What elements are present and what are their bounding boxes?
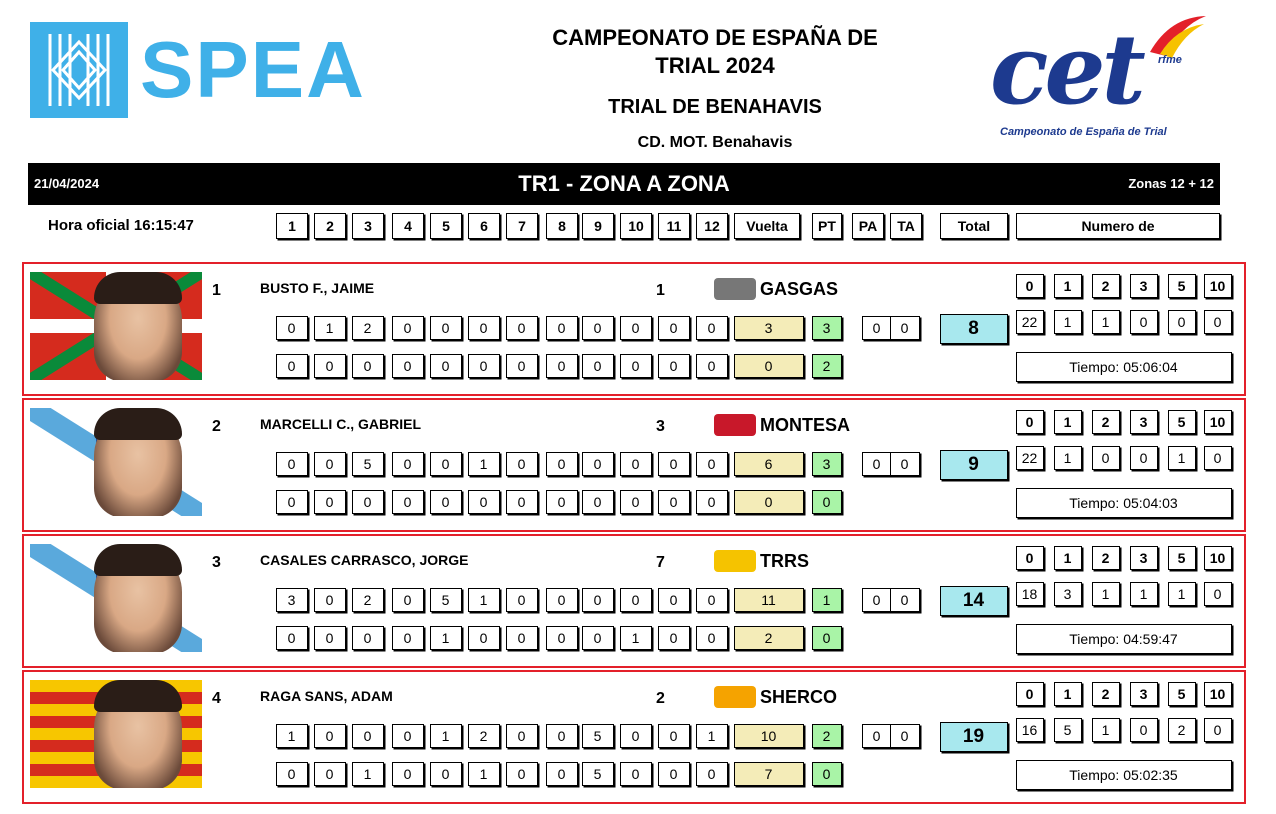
lap1-zone-score: 1 (430, 724, 462, 748)
lap2-zone-score: 0 (658, 626, 690, 650)
count-header: 2 (1092, 682, 1120, 706)
lap2-zone-score: 0 (352, 490, 384, 514)
cet-logo (990, 12, 1220, 142)
count-value: 1 (1168, 582, 1196, 606)
count-value: 2 (1168, 718, 1196, 742)
count-value: 0 (1204, 446, 1232, 470)
lap1-zone-score: 0 (658, 588, 690, 612)
lap1-zone-score: 0 (546, 588, 578, 612)
event-name: TRIAL DE BENAHAVIS (608, 96, 822, 118)
brand-logo-icon (714, 278, 756, 300)
lap1-zone-score: 0 (506, 452, 538, 476)
lap2-vuelta: 2 (734, 626, 804, 650)
lap1-zone-score: 5 (582, 724, 614, 748)
lap2-zone-score: 0 (582, 354, 614, 378)
total-score: 19 (940, 722, 1008, 752)
count-header: 10 (1204, 274, 1232, 298)
zone-header: 12 (696, 213, 728, 239)
lap1-zone-score: 1 (696, 724, 728, 748)
lap1-vuelta: 10 (734, 724, 804, 748)
rider-name: CASALES CARRASCO, JORGE (260, 552, 469, 568)
count-value: 0 (1130, 446, 1158, 470)
count-header: 1 (1054, 546, 1082, 570)
count-value: 3 (1054, 582, 1082, 606)
lap1-zone-score: 0 (276, 452, 308, 476)
lap2-zone-score: 0 (582, 626, 614, 650)
lap2-zone-score: 0 (696, 354, 728, 378)
lap2-pt: 2 (812, 354, 842, 378)
cet-wordmark: cet (990, 13, 1142, 126)
lap1-pt: 2 (812, 724, 842, 748)
lap2-zone-score: 0 (392, 354, 424, 378)
count-value: 5 (1054, 718, 1082, 742)
lap2-zone-score: 0 (620, 762, 652, 786)
lap2-zone-score: 0 (620, 490, 652, 514)
lap2-zone-score: 0 (546, 762, 578, 786)
lap1-zone-score: 0 (506, 724, 538, 748)
total-header: Total (940, 213, 1008, 239)
lap2-zone-score: 1 (430, 626, 462, 650)
category-title: TR1 - ZONA A ZONA (518, 171, 730, 196)
zone-header: 10 (620, 213, 652, 239)
lap2-zone-score: 0 (546, 626, 578, 650)
lap1-zone-score: 0 (352, 724, 384, 748)
lap2-zone-score: 0 (352, 626, 384, 650)
rider-rank: 4 (212, 690, 221, 707)
title-bar (28, 163, 1220, 205)
count-value: 1 (1130, 582, 1158, 606)
brand-name: SHERCO (760, 686, 838, 707)
lap1-vuelta: 6 (734, 452, 804, 476)
lap2-zone-score: 0 (506, 762, 538, 786)
count-value: 16 (1016, 718, 1044, 742)
lap1-zone-score: 0 (620, 452, 652, 476)
rider-photo (30, 272, 202, 380)
count-header: 2 (1092, 410, 1120, 434)
lap2-zone-score: 1 (352, 762, 384, 786)
count-value: 1 (1092, 718, 1120, 742)
zone-header: 2 (314, 213, 346, 239)
ta-header: TA (890, 213, 922, 239)
lap1-zone-score: 0 (582, 588, 614, 612)
zone-header: 5 (430, 213, 462, 239)
lap1-pt: 1 (812, 588, 842, 612)
count-value: 0 (1092, 446, 1120, 470)
count-header: 2 (1092, 274, 1120, 298)
count-value: 22 (1016, 310, 1044, 334)
count-header: 5 (1168, 682, 1196, 706)
zone-header: 4 (392, 213, 424, 239)
count-value: 0 (1204, 310, 1232, 334)
brand-logo-icon (714, 686, 756, 708)
lap2-zone-score: 0 (430, 490, 462, 514)
lap2-zone-score: 0 (506, 354, 538, 378)
lap2-zone-score: 0 (658, 762, 690, 786)
lap1-zone-score: 0 (506, 316, 538, 340)
rider-rank: 3 (212, 554, 221, 571)
lap1-zone-score: 0 (658, 452, 690, 476)
count-header: 5 (1168, 410, 1196, 434)
brand-name: MONTESA (760, 414, 850, 435)
lap1-zone-score: 0 (658, 316, 690, 340)
rider-dorsal: 3 (656, 418, 665, 435)
lap1-zone-score: 3 (276, 588, 308, 612)
lap2-zone-score: 0 (468, 354, 500, 378)
lap2-zone-score: 0 (506, 490, 538, 514)
lap2-zone-score: 0 (276, 354, 308, 378)
pa-header: PA (852, 213, 884, 239)
pa-value: 0 (862, 724, 892, 748)
lap1-zone-score: 1 (314, 316, 346, 340)
lap1-zone-score: 0 (620, 588, 652, 612)
rider-photo (30, 680, 202, 788)
lap1-zone-score: 0 (620, 724, 652, 748)
lap2-vuelta: 7 (734, 762, 804, 786)
lap1-zone-score: 1 (468, 452, 500, 476)
count-header: 1 (1054, 410, 1082, 434)
count-header: 10 (1204, 546, 1232, 570)
lap1-zone-score: 0 (430, 452, 462, 476)
zone-header: 9 (582, 213, 614, 239)
rider-card (22, 534, 1246, 668)
lap1-zone-score: 0 (392, 316, 424, 340)
count-value: 22 (1016, 446, 1044, 470)
lap1-zone-score: 2 (352, 316, 384, 340)
rider-hair-icon (94, 680, 182, 712)
zone-header: 1 (276, 213, 308, 239)
rider-name: RAGA SANS, ADAM (260, 688, 393, 704)
lap1-zone-score: 2 (468, 724, 500, 748)
count-header: 10 (1204, 682, 1232, 706)
rider-card (22, 670, 1246, 804)
lap1-zone-score: 0 (546, 452, 578, 476)
brand-logo-icon (714, 550, 756, 572)
count-header: 0 (1016, 682, 1044, 706)
lap1-zone-score: 0 (546, 724, 578, 748)
lap1-zone-score: 0 (506, 588, 538, 612)
rider-brand (714, 684, 837, 710)
count-header: 1 (1054, 682, 1082, 706)
zone-header: 6 (468, 213, 500, 239)
spea-mark-icon (30, 22, 128, 118)
lap1-zone-score: 0 (392, 724, 424, 748)
lap2-zone-score: 0 (696, 762, 728, 786)
title-line-2: TRIAL 2024 (655, 53, 775, 78)
official-time: Hora oficial 16:15:47 (48, 217, 194, 234)
rider-time: Tiempo: 05:06:04 (1016, 352, 1232, 382)
lap1-zone-score: 0 (392, 588, 424, 612)
count-value: 1 (1054, 310, 1082, 334)
count-value: 0 (1130, 310, 1158, 334)
date: 21/04/2024 (34, 176, 100, 191)
rider-hair-icon (94, 408, 182, 440)
count-value: 0 (1130, 718, 1158, 742)
rider-brand (714, 412, 850, 438)
rider-name: BUSTO F., JAIME (260, 280, 375, 296)
lap1-zone-score: 0 (314, 452, 346, 476)
zone-header: 8 (546, 213, 578, 239)
lap1-zone-score: 0 (582, 316, 614, 340)
count-header: 0 (1016, 274, 1044, 298)
brand-name: TRRS (760, 550, 809, 571)
ta-value: 0 (890, 724, 920, 748)
rider-brand (714, 276, 838, 302)
lap2-zone-score: 1 (620, 626, 652, 650)
rider-hair-icon (94, 544, 182, 576)
lap2-zone-score: 0 (314, 626, 346, 650)
rider-dorsal: 2 (656, 690, 665, 707)
count-header: 10 (1204, 410, 1232, 434)
lap2-zone-score: 0 (582, 490, 614, 514)
lap2-vuelta: 0 (734, 490, 804, 514)
lap2-zone-score: 0 (506, 626, 538, 650)
rider-dorsal: 1 (656, 282, 665, 299)
numero-header: Numero de (1016, 213, 1220, 239)
lap1-zone-score: 0 (430, 316, 462, 340)
rider-brand (714, 548, 809, 574)
count-value: 0 (1204, 718, 1232, 742)
total-score: 9 (940, 450, 1008, 480)
rider-dorsal: 7 (656, 554, 665, 571)
zone-header: 7 (506, 213, 538, 239)
lap2-zone-score: 0 (546, 490, 578, 514)
count-header: 5 (1168, 274, 1196, 298)
lap2-zone-score: 0 (392, 490, 424, 514)
rider-time: Tiempo: 05:02:35 (1016, 760, 1232, 790)
lap2-zone-score: 1 (468, 762, 500, 786)
lap1-zone-score: 0 (696, 588, 728, 612)
count-value: 1 (1092, 310, 1120, 334)
pa-value: 0 (862, 452, 892, 476)
lap2-zone-score: 0 (352, 354, 384, 378)
lap2-pt: 0 (812, 762, 842, 786)
rider-rank: 1 (212, 282, 221, 299)
lap2-zone-score: 0 (392, 626, 424, 650)
lap2-zone-score: 0 (658, 490, 690, 514)
lap2-zone-score: 0 (696, 490, 728, 514)
rider-card (22, 262, 1246, 396)
lap1-zone-score: 0 (546, 316, 578, 340)
count-header: 3 (1130, 682, 1158, 706)
count-value: 0 (1204, 582, 1232, 606)
count-value: 1 (1092, 582, 1120, 606)
rider-card (22, 398, 1246, 532)
lap2-zone-score: 0 (276, 490, 308, 514)
lap1-zone-score: 0 (392, 452, 424, 476)
lap2-zone-score: 0 (276, 626, 308, 650)
rider-photo (30, 544, 202, 652)
count-value: 1 (1054, 446, 1082, 470)
count-header: 3 (1130, 274, 1158, 298)
count-value: 1 (1168, 446, 1196, 470)
ta-value: 0 (890, 588, 920, 612)
zone-header: 3 (352, 213, 384, 239)
lap1-zone-score: 1 (468, 588, 500, 612)
count-header: 5 (1168, 546, 1196, 570)
lap1-pt: 3 (812, 316, 842, 340)
lap1-zone-score: 0 (696, 316, 728, 340)
spea-wordmark: SPEA (140, 25, 366, 114)
zones-count: Zonas 12 + 12 (1128, 176, 1214, 191)
rider-photo (30, 408, 202, 516)
rider-rank: 2 (212, 418, 221, 435)
pt-header: PT (812, 213, 842, 239)
lap2-zone-score: 0 (546, 354, 578, 378)
brand-logo-icon (714, 414, 756, 436)
lap1-vuelta: 3 (734, 316, 804, 340)
ta-value: 0 (890, 316, 920, 340)
lap1-vuelta: 11 (734, 588, 804, 612)
lap2-zone-score: 0 (314, 354, 346, 378)
pa-value: 0 (862, 588, 892, 612)
lap1-zone-score: 5 (352, 452, 384, 476)
lap2-zone-score: 0 (620, 354, 652, 378)
count-value: 0 (1168, 310, 1196, 334)
lap2-zone-score: 0 (276, 762, 308, 786)
lap1-zone-score: 0 (696, 452, 728, 476)
lap1-zone-score: 0 (620, 316, 652, 340)
lap1-pt: 3 (812, 452, 842, 476)
lap2-zone-score: 0 (392, 762, 424, 786)
cet-subtitle: Campeonato de España de Trial (1000, 126, 1167, 138)
lap2-zone-score: 0 (430, 762, 462, 786)
lap2-zone-score: 5 (582, 762, 614, 786)
lap2-zone-score: 0 (430, 354, 462, 378)
count-header: 0 (1016, 410, 1044, 434)
title-line-1: CAMPEONATO DE ESPAÑA DE (552, 25, 878, 50)
lap1-zone-score: 0 (314, 588, 346, 612)
lap1-zone-score: 1 (276, 724, 308, 748)
club-name: CD. MOT. Benahavis (637, 134, 793, 151)
lap1-zone-score: 0 (582, 452, 614, 476)
lap2-vuelta: 0 (734, 354, 804, 378)
count-header: 3 (1130, 410, 1158, 434)
count-header: 3 (1130, 546, 1158, 570)
brand-name: GASGAS (760, 278, 839, 299)
lap1-zone-score: 5 (430, 588, 462, 612)
rider-time: Tiempo: 04:59:47 (1016, 624, 1232, 654)
rfme-tag: rfme (1158, 54, 1182, 66)
spea-logo (30, 22, 390, 118)
lap2-zone-score: 0 (468, 490, 500, 514)
ta-value: 0 (890, 452, 920, 476)
pa-value: 0 (862, 316, 892, 340)
lap2-zone-score: 0 (314, 762, 346, 786)
total-score: 14 (940, 586, 1008, 616)
lap2-zone-score: 0 (658, 354, 690, 378)
lap1-zone-score: 0 (314, 724, 346, 748)
lap2-zone-score: 0 (468, 626, 500, 650)
rider-time: Tiempo: 05:04:03 (1016, 488, 1232, 518)
lap2-zone-score: 0 (696, 626, 728, 650)
count-value: 18 (1016, 582, 1044, 606)
lap2-zone-score: 0 (314, 490, 346, 514)
lap2-pt: 0 (812, 626, 842, 650)
lap1-zone-score: 0 (276, 316, 308, 340)
championship-title (480, 24, 950, 80)
count-header: 2 (1092, 546, 1120, 570)
zone-header: 11 (658, 213, 690, 239)
count-header: 0 (1016, 546, 1044, 570)
total-score: 8 (940, 314, 1008, 344)
rider-hair-icon (94, 272, 182, 304)
lap1-zone-score: 0 (658, 724, 690, 748)
vuelta-header: Vuelta (734, 213, 800, 239)
lap2-pt: 0 (812, 490, 842, 514)
lap1-zone-score: 0 (468, 316, 500, 340)
rider-name: MARCELLI C., GABRIEL (260, 416, 421, 432)
lap1-zone-score: 2 (352, 588, 384, 612)
count-header: 1 (1054, 274, 1082, 298)
